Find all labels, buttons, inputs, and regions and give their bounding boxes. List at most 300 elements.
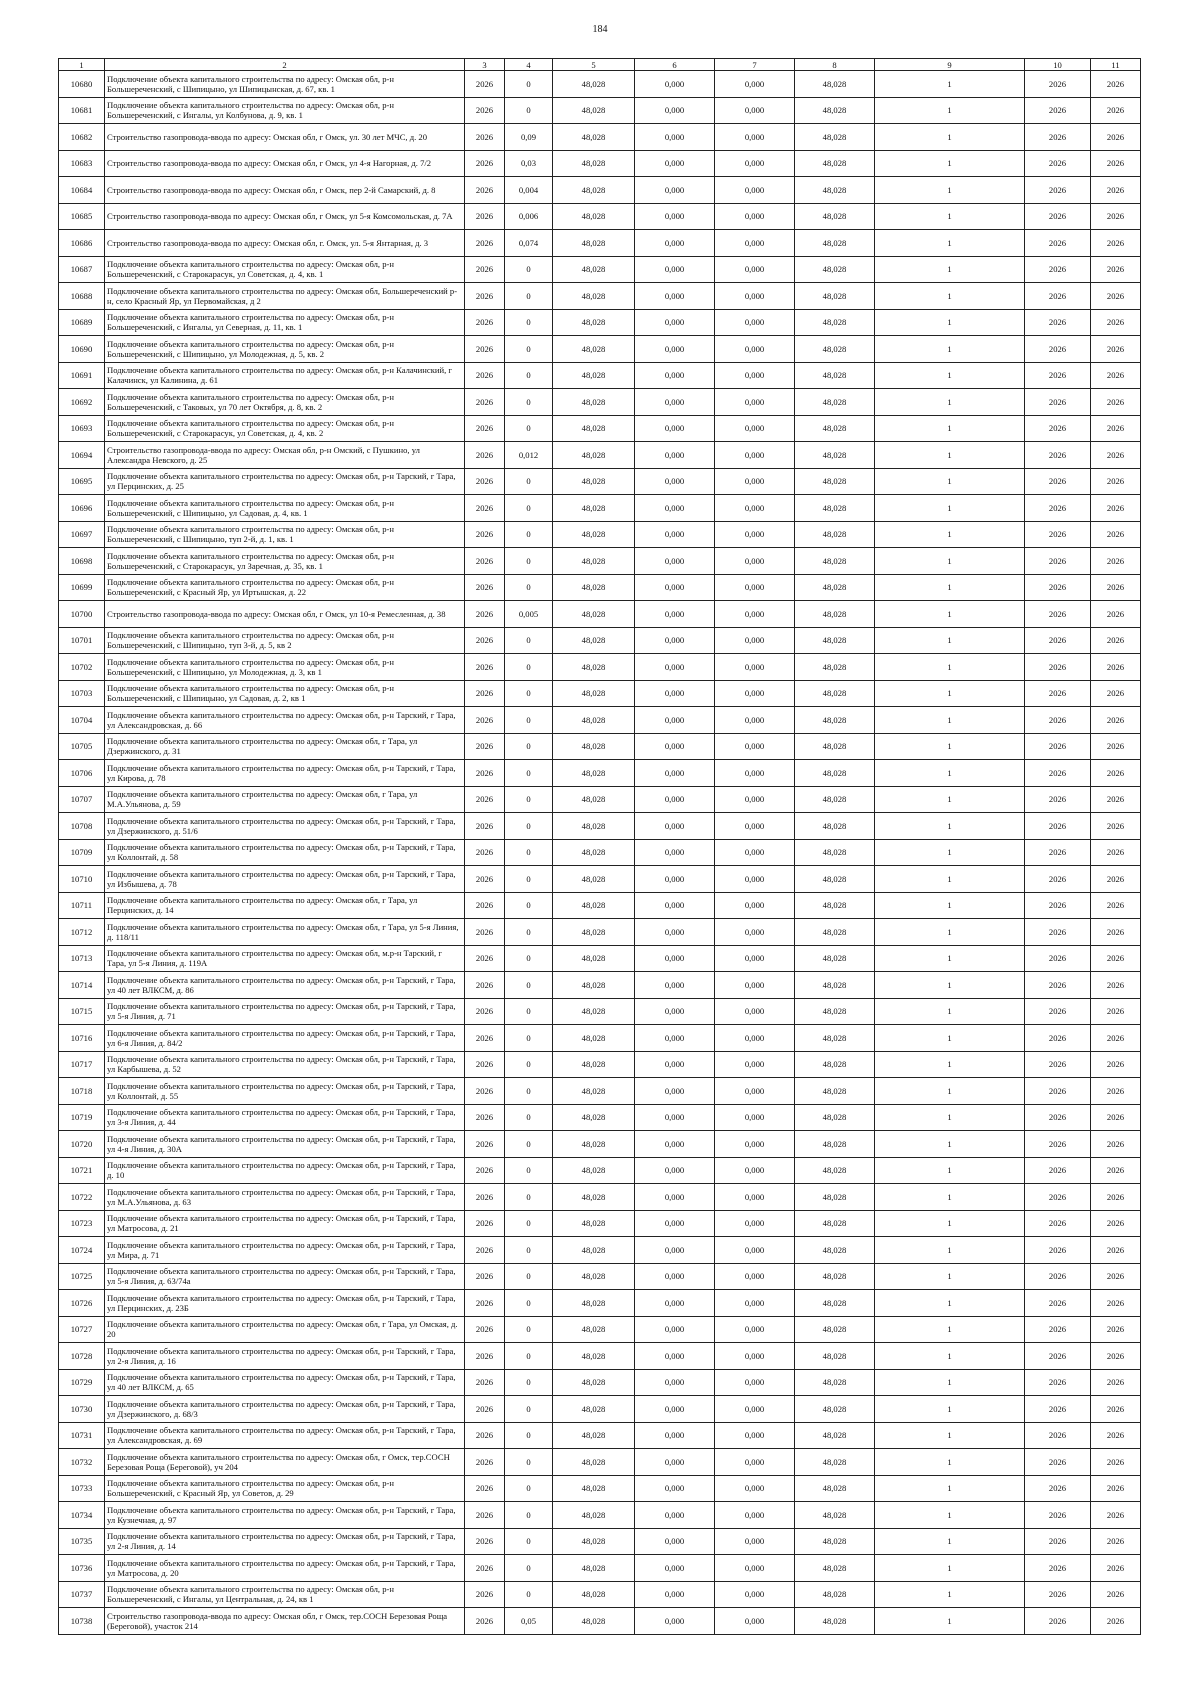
value-cell: 48,028 <box>553 654 635 681</box>
total-cell: 48,028 <box>795 230 875 257</box>
table-row <box>59 1131 1141 1158</box>
value-cell: 48,028 <box>553 1475 635 1502</box>
row-number-cell: 10704 <box>59 707 105 734</box>
table-body <box>59 71 1141 1635</box>
end-year-cell: 2026 <box>1091 627 1141 654</box>
value-cell: 48,028 <box>553 1449 635 1476</box>
row-number-cell: 10724 <box>59 1237 105 1264</box>
table-row <box>59 283 1141 310</box>
row-number-cell: 10715 <box>59 998 105 1025</box>
start-year-cell: 2026 <box>1025 760 1091 787</box>
end-year-cell: 2026 <box>1091 548 1141 575</box>
length-cell: 0 <box>505 945 553 972</box>
value-cell: 0,000 <box>715 654 795 681</box>
start-year-cell: 2026 <box>1025 1422 1091 1449</box>
value-cell: 0,000 <box>635 1555 715 1582</box>
description-cell: Подключение объекта капитального строительства по адресу: Омская обл, р-н Большереченский, с Старокарасук, ул Советская, д. 4, кв. 2 <box>105 415 465 442</box>
table-row <box>59 654 1141 681</box>
value-cell: 0,000 <box>715 1263 795 1290</box>
description-cell: Подключение объекта капитального строительства по адресу: Омская обл, р-н Большереченский, с Таковых, ул 70 лет Октября, д. 8, кв. 2 <box>105 389 465 416</box>
length-cell: 0,074 <box>505 230 553 257</box>
start-year-cell: 2026 <box>1025 1449 1091 1476</box>
end-year-cell: 2026 <box>1091 733 1141 760</box>
total-cell: 48,028 <box>795 707 875 734</box>
total-cell: 48,028 <box>795 998 875 1025</box>
description-cell: Подключение объекта капитального строительства по адресу: Омская обл, р-н Большереченский, с Шипицыно, ул Шипицынская, д. 67, кв. 1 <box>105 71 465 98</box>
length-cell: 0 <box>505 468 553 495</box>
end-year-cell: 2026 <box>1091 1051 1141 1078</box>
value-cell: 48,028 <box>553 521 635 548</box>
value-cell: 48,028 <box>553 283 635 310</box>
column-header: 5 <box>553 59 635 71</box>
description-cell: Подключение объекта капитального строительства по адресу: Омская обл, р-н Тарский, г Тара, ул 4-я Линия, д. 30А <box>105 1131 465 1158</box>
table-row <box>59 866 1141 893</box>
end-year-cell: 2026 <box>1091 71 1141 98</box>
table-row <box>59 495 1141 522</box>
table-row <box>59 548 1141 575</box>
total-cell: 48,028 <box>795 839 875 866</box>
description-cell: Строительство газопровода-ввода по адресу: Омская обл, г Омск, ул 10-я Ремесленная, д. 38 <box>105 601 465 628</box>
start-year-cell: 2026 <box>1025 998 1091 1025</box>
row-number-cell: 10681 <box>59 97 105 124</box>
column-header: 8 <box>795 59 875 71</box>
end-year-cell: 2026 <box>1091 203 1141 230</box>
description-cell: Подключение объекта капитального строительства по адресу: Омская обл, р-н Большереченский, с Шипицыно, ул Садовая, д. 2, кв 1 <box>105 680 465 707</box>
value-cell: 48,028 <box>553 1555 635 1582</box>
count-cell: 1 <box>875 442 1025 469</box>
start-year-cell: 2026 <box>1025 177 1091 204</box>
value-cell: 0,000 <box>635 336 715 363</box>
length-cell: 0 <box>505 521 553 548</box>
description-cell: Подключение объекта капитального строительства по адресу: Омская обл, р-н Тарский, г Тара, ул Александровская, д. 69 <box>105 1422 465 1449</box>
year-cell: 2026 <box>465 1369 505 1396</box>
value-cell: 48,028 <box>553 97 635 124</box>
total-cell: 48,028 <box>795 1104 875 1131</box>
total-cell: 48,028 <box>795 760 875 787</box>
start-year-cell: 2026 <box>1025 972 1091 999</box>
description-cell: Подключение объекта капитального строительства по адресу: Омская обл, г Тара, ул 5-я Линия, д. 118/11 <box>105 919 465 946</box>
end-year-cell: 2026 <box>1091 601 1141 628</box>
end-year-cell: 2026 <box>1091 1502 1141 1529</box>
description-cell: Подключение объекта капитального строительства по адресу: Омская обл, р-н Большереченский, с Шипицыно, туп 2-й, д. 1, кв. 1 <box>105 521 465 548</box>
value-cell: 0,000 <box>715 760 795 787</box>
end-year-cell: 2026 <box>1091 1025 1141 1052</box>
row-number-cell: 10730 <box>59 1396 105 1423</box>
value-cell: 0,000 <box>635 733 715 760</box>
year-cell: 2026 <box>465 627 505 654</box>
total-cell: 48,028 <box>795 866 875 893</box>
start-year-cell: 2026 <box>1025 945 1091 972</box>
end-year-cell: 2026 <box>1091 813 1141 840</box>
value-cell: 0,000 <box>715 1343 795 1370</box>
value-cell: 0,000 <box>635 1449 715 1476</box>
length-cell: 0 <box>505 1343 553 1370</box>
start-year-cell: 2026 <box>1025 574 1091 601</box>
total-cell: 48,028 <box>795 1475 875 1502</box>
value-cell: 0,000 <box>715 1502 795 1529</box>
table-row <box>59 97 1141 124</box>
end-year-cell: 2026 <box>1091 839 1141 866</box>
start-year-cell: 2026 <box>1025 389 1091 416</box>
count-cell: 1 <box>875 415 1025 442</box>
table-row <box>59 1210 1141 1237</box>
value-cell: 48,028 <box>553 998 635 1025</box>
table-row <box>59 1555 1141 1582</box>
value-cell: 48,028 <box>553 627 635 654</box>
description-cell: Подключение объекта капитального строительства по адресу: Омская обл, р-н Тарский, г Тара, ул Избышева, д. 78 <box>105 866 465 893</box>
row-number-cell: 10729 <box>59 1369 105 1396</box>
description-cell: Строительство газопровода-ввода по адресу: Омская обл, г Омск, пер 2-й Самарский, д. 8 <box>105 177 465 204</box>
row-number-cell: 10707 <box>59 786 105 813</box>
year-cell: 2026 <box>465 442 505 469</box>
value-cell: 48,028 <box>553 760 635 787</box>
end-year-cell: 2026 <box>1091 760 1141 787</box>
length-cell: 0 <box>505 309 553 336</box>
year-cell: 2026 <box>465 1078 505 1105</box>
column-header: 3 <box>465 59 505 71</box>
count-cell: 1 <box>875 707 1025 734</box>
length-cell: 0 <box>505 998 553 1025</box>
year-cell: 2026 <box>465 945 505 972</box>
row-number-cell: 10685 <box>59 203 105 230</box>
value-cell: 48,028 <box>553 389 635 416</box>
value-cell: 0,000 <box>715 1475 795 1502</box>
value-cell: 0,000 <box>635 1157 715 1184</box>
length-cell: 0 <box>505 1263 553 1290</box>
table-row <box>59 998 1141 1025</box>
length-cell: 0 <box>505 1051 553 1078</box>
value-cell: 0,000 <box>715 1369 795 1396</box>
value-cell: 0,000 <box>715 1528 795 1555</box>
year-cell: 2026 <box>465 362 505 389</box>
end-year-cell: 2026 <box>1091 945 1141 972</box>
total-cell: 48,028 <box>795 1581 875 1608</box>
total-cell: 48,028 <box>795 1502 875 1529</box>
row-number-cell: 10694 <box>59 442 105 469</box>
total-cell: 48,028 <box>795 256 875 283</box>
start-year-cell: 2026 <box>1025 627 1091 654</box>
value-cell: 0,000 <box>635 1131 715 1158</box>
count-cell: 1 <box>875 892 1025 919</box>
end-year-cell: 2026 <box>1091 1555 1141 1582</box>
description-cell: Подключение объекта капитального строительства по адресу: Омская обл, р-н Большереченский, с Красный Яр, ул Советов, д. 29 <box>105 1475 465 1502</box>
year-cell: 2026 <box>465 283 505 310</box>
value-cell: 48,028 <box>553 972 635 999</box>
count-cell: 1 <box>875 1157 1025 1184</box>
description-cell: Подключение объекта капитального строительства по адресу: Омская обл, р-н Большереченский, с Красный Яр, ул Иртышская, д. 22 <box>105 574 465 601</box>
year-cell: 2026 <box>465 309 505 336</box>
count-cell: 1 <box>875 1502 1025 1529</box>
value-cell: 0,000 <box>715 813 795 840</box>
year-cell: 2026 <box>465 389 505 416</box>
length-cell: 0 <box>505 1025 553 1052</box>
description-cell: Подключение объекта капитального строительства по адресу: Омская обл, р-н Тарский, г Тара, ул Матросова, д. 21 <box>105 1210 465 1237</box>
value-cell: 48,028 <box>553 1528 635 1555</box>
value-cell: 48,028 <box>553 574 635 601</box>
count-cell: 1 <box>875 283 1025 310</box>
column-header: 11 <box>1091 59 1141 71</box>
table-row <box>59 1502 1141 1529</box>
row-number-cell: 10710 <box>59 866 105 893</box>
row-number-cell: 10683 <box>59 150 105 177</box>
description-cell: Подключение объекта капитального строительства по адресу: Омская обл, р-н Большереченский, с Шипицыно, ул Садовая, д. 4, кв. 1 <box>105 495 465 522</box>
total-cell: 48,028 <box>795 601 875 628</box>
value-cell: 0,000 <box>715 362 795 389</box>
year-cell: 2026 <box>465 866 505 893</box>
year-cell: 2026 <box>465 1422 505 1449</box>
start-year-cell: 2026 <box>1025 1184 1091 1211</box>
start-year-cell: 2026 <box>1025 1051 1091 1078</box>
row-number-cell: 10686 <box>59 230 105 257</box>
row-number-cell: 10721 <box>59 1157 105 1184</box>
description-cell: Подключение объекта капитального строительства по адресу: Омская обл, р-н Тарский, г Тара, ул 5-я Линия, д. 63/74а <box>105 1263 465 1290</box>
start-year-cell: 2026 <box>1025 1131 1091 1158</box>
table-row <box>59 574 1141 601</box>
end-year-cell: 2026 <box>1091 1343 1141 1370</box>
total-cell: 48,028 <box>795 1210 875 1237</box>
description-cell: Строительство газопровода-ввода по адресу: Омская обл, г Омск, ул 5-я Комсомольская, д. 7А <box>105 203 465 230</box>
value-cell: 0,000 <box>715 1237 795 1264</box>
description-cell: Подключение объекта капитального строительства по адресу: Омская обл, р-н Большереченский, с Ингалы, ул Центральная, д. 24, кв 1 <box>105 1581 465 1608</box>
description-cell: Подключение объекта капитального строительства по адресу: Омская обл, р-н Тарский, г Тара, ул Александровская, д. 66 <box>105 707 465 734</box>
table-row <box>59 230 1141 257</box>
row-number-cell: 10738 <box>59 1608 105 1635</box>
length-cell: 0,004 <box>505 177 553 204</box>
value-cell: 0,000 <box>635 813 715 840</box>
value-cell: 48,028 <box>553 1131 635 1158</box>
total-cell: 48,028 <box>795 1263 875 1290</box>
table-row <box>59 1290 1141 1317</box>
start-year-cell: 2026 <box>1025 1555 1091 1582</box>
description-cell: Подключение объекта капитального строительства по адресу: Омская обл, р-н Тарский, г Тара, ул 2-я Линия, д. 14 <box>105 1528 465 1555</box>
year-cell: 2026 <box>465 1608 505 1635</box>
total-cell: 48,028 <box>795 1369 875 1396</box>
table-row <box>59 1316 1141 1343</box>
value-cell: 0,000 <box>715 442 795 469</box>
start-year-cell: 2026 <box>1025 309 1091 336</box>
value-cell: 0,000 <box>715 1290 795 1317</box>
value-cell: 48,028 <box>553 1396 635 1423</box>
value-cell: 0,000 <box>715 97 795 124</box>
length-cell: 0 <box>505 1237 553 1264</box>
length-cell: 0 <box>505 1449 553 1476</box>
count-cell: 1 <box>875 1210 1025 1237</box>
year-cell: 2026 <box>465 1475 505 1502</box>
value-cell: 48,028 <box>553 362 635 389</box>
total-cell: 48,028 <box>795 1343 875 1370</box>
length-cell: 0 <box>505 495 553 522</box>
value-cell: 0,000 <box>715 707 795 734</box>
total-cell: 48,028 <box>795 1025 875 1052</box>
row-number-cell: 10684 <box>59 177 105 204</box>
length-cell: 0 <box>505 574 553 601</box>
row-number-cell: 10737 <box>59 1581 105 1608</box>
value-cell: 0,000 <box>635 150 715 177</box>
count-cell: 1 <box>875 309 1025 336</box>
table-row <box>59 1051 1141 1078</box>
count-cell: 1 <box>875 1343 1025 1370</box>
value-cell: 0,000 <box>635 309 715 336</box>
table-row <box>59 1475 1141 1502</box>
value-cell: 0,000 <box>635 972 715 999</box>
year-cell: 2026 <box>465 1396 505 1423</box>
description-cell: Подключение объекта капитального строительства по адресу: Омская обл, р-н Тарский, г Тара, ул 5-я Линия, д. 71 <box>105 998 465 1025</box>
description-cell: Подключение объекта капитального строительства по адресу: Омская обл, г Тара, ул Омская, д. 20 <box>105 1316 465 1343</box>
year-cell: 2026 <box>465 1449 505 1476</box>
year-cell: 2026 <box>465 1210 505 1237</box>
start-year-cell: 2026 <box>1025 1263 1091 1290</box>
length-cell: 0 <box>505 839 553 866</box>
row-number-cell: 10693 <box>59 415 105 442</box>
column-header: 1 <box>59 59 105 71</box>
length-cell: 0 <box>505 1396 553 1423</box>
row-number-cell: 10708 <box>59 813 105 840</box>
value-cell: 0,000 <box>635 1422 715 1449</box>
table-row <box>59 1369 1141 1396</box>
year-cell: 2026 <box>465 839 505 866</box>
description-cell: Строительство газопровода-ввода по адресу: Омская обл, г. Омск, ул. 5-я Янтарная, д. 3 <box>105 230 465 257</box>
value-cell: 48,028 <box>553 1078 635 1105</box>
table-row <box>59 1422 1141 1449</box>
row-number-cell: 10727 <box>59 1316 105 1343</box>
value-cell: 0,000 <box>635 1210 715 1237</box>
year-cell: 2026 <box>465 998 505 1025</box>
count-cell: 1 <box>875 627 1025 654</box>
value-cell: 48,028 <box>553 1608 635 1635</box>
value-cell: 0,000 <box>635 71 715 98</box>
table-row <box>59 1528 1141 1555</box>
row-number-cell: 10723 <box>59 1210 105 1237</box>
value-cell: 48,028 <box>553 150 635 177</box>
table-row <box>59 1581 1141 1608</box>
value-cell: 0,000 <box>635 1184 715 1211</box>
table-row <box>59 892 1141 919</box>
total-cell: 48,028 <box>795 654 875 681</box>
length-cell: 0 <box>505 1422 553 1449</box>
count-cell: 1 <box>875 1078 1025 1105</box>
value-cell: 48,028 <box>553 1316 635 1343</box>
total-cell: 48,028 <box>795 1608 875 1635</box>
start-year-cell: 2026 <box>1025 1104 1091 1131</box>
end-year-cell: 2026 <box>1091 1608 1141 1635</box>
value-cell: 48,028 <box>553 601 635 628</box>
value-cell: 48,028 <box>553 1581 635 1608</box>
year-cell: 2026 <box>465 521 505 548</box>
year-cell: 2026 <box>465 97 505 124</box>
description-cell: Подключение объекта капитального строительства по адресу: Омская обл, р-н Тарский, г Тара, ул Перцинских, д. 23Б <box>105 1290 465 1317</box>
value-cell: 0,000 <box>635 786 715 813</box>
end-year-cell: 2026 <box>1091 177 1141 204</box>
row-number-cell: 10696 <box>59 495 105 522</box>
count-cell: 1 <box>875 1369 1025 1396</box>
description-cell: Подключение объекта капитального строительства по адресу: Омская обл, р-н Тарский, г Тара, ул Матросова, д. 20 <box>105 1555 465 1582</box>
start-year-cell: 2026 <box>1025 1157 1091 1184</box>
count-cell: 1 <box>875 601 1025 628</box>
length-cell: 0 <box>505 654 553 681</box>
total-cell: 48,028 <box>795 1422 875 1449</box>
year-cell: 2026 <box>465 892 505 919</box>
start-year-cell: 2026 <box>1025 1078 1091 1105</box>
end-year-cell: 2026 <box>1091 1104 1141 1131</box>
value-cell: 0,000 <box>635 1581 715 1608</box>
value-cell: 0,000 <box>715 1210 795 1237</box>
year-cell: 2026 <box>465 1104 505 1131</box>
total-cell: 48,028 <box>795 1290 875 1317</box>
row-number-cell: 10734 <box>59 1502 105 1529</box>
description-cell: Строительство газопровода-ввода по адресу: Омская обл, р-н Омский, с Пушкино, ул Александра Невского, д. 25 <box>105 442 465 469</box>
row-number-cell: 10732 <box>59 1449 105 1476</box>
start-year-cell: 2026 <box>1025 1396 1091 1423</box>
year-cell: 2026 <box>465 1025 505 1052</box>
row-number-cell: 10687 <box>59 256 105 283</box>
column-header: 9 <box>875 59 1025 71</box>
table-row <box>59 760 1141 787</box>
end-year-cell: 2026 <box>1091 892 1141 919</box>
value-cell: 48,028 <box>553 1210 635 1237</box>
value-cell: 0,000 <box>635 1608 715 1635</box>
value-cell: 0,000 <box>635 1290 715 1317</box>
value-cell: 0,000 <box>715 839 795 866</box>
value-cell: 0,000 <box>715 601 795 628</box>
value-cell: 0,000 <box>715 124 795 151</box>
value-cell: 0,000 <box>715 919 795 946</box>
value-cell: 0,000 <box>635 1104 715 1131</box>
table-row <box>59 627 1141 654</box>
count-cell: 1 <box>875 945 1025 972</box>
row-number-cell: 10691 <box>59 362 105 389</box>
count-cell: 1 <box>875 548 1025 575</box>
end-year-cell: 2026 <box>1091 1581 1141 1608</box>
value-cell: 0,000 <box>715 203 795 230</box>
value-cell: 48,028 <box>553 786 635 813</box>
value-cell: 0,000 <box>635 866 715 893</box>
total-cell: 48,028 <box>795 468 875 495</box>
end-year-cell: 2026 <box>1091 124 1141 151</box>
length-cell: 0,09 <box>505 124 553 151</box>
value-cell: 48,028 <box>553 1369 635 1396</box>
description-cell: Подключение объекта капитального строительства по адресу: Омская обл, р-н Калачинский, г Калачинск, ул Калинина, д. 61 <box>105 362 465 389</box>
year-cell: 2026 <box>465 71 505 98</box>
table-row <box>59 1263 1141 1290</box>
table-row <box>59 177 1141 204</box>
total-cell: 48,028 <box>795 813 875 840</box>
start-year-cell: 2026 <box>1025 654 1091 681</box>
start-year-cell: 2026 <box>1025 1581 1091 1608</box>
length-cell: 0 <box>505 1131 553 1158</box>
row-number-cell: 10706 <box>59 760 105 787</box>
year-cell: 2026 <box>465 124 505 151</box>
value-cell: 48,028 <box>553 1290 635 1317</box>
total-cell: 48,028 <box>795 1316 875 1343</box>
length-cell: 0,006 <box>505 203 553 230</box>
count-cell: 1 <box>875 998 1025 1025</box>
value-cell: 48,028 <box>553 1157 635 1184</box>
description-cell: Подключение объекта капитального строительства по адресу: Омская обл, р-н Тарский, г Тара, ул Карбышева, д. 52 <box>105 1051 465 1078</box>
table-row <box>59 813 1141 840</box>
row-number-cell: 10703 <box>59 680 105 707</box>
table-row <box>59 71 1141 98</box>
end-year-cell: 2026 <box>1091 415 1141 442</box>
value-cell: 48,028 <box>553 813 635 840</box>
table-row <box>59 1104 1141 1131</box>
year-cell: 2026 <box>465 468 505 495</box>
start-year-cell: 2026 <box>1025 892 1091 919</box>
count-cell: 1 <box>875 71 1025 98</box>
row-number-cell: 10716 <box>59 1025 105 1052</box>
value-cell: 0,000 <box>715 680 795 707</box>
value-cell: 0,000 <box>715 1449 795 1476</box>
start-year-cell: 2026 <box>1025 336 1091 363</box>
